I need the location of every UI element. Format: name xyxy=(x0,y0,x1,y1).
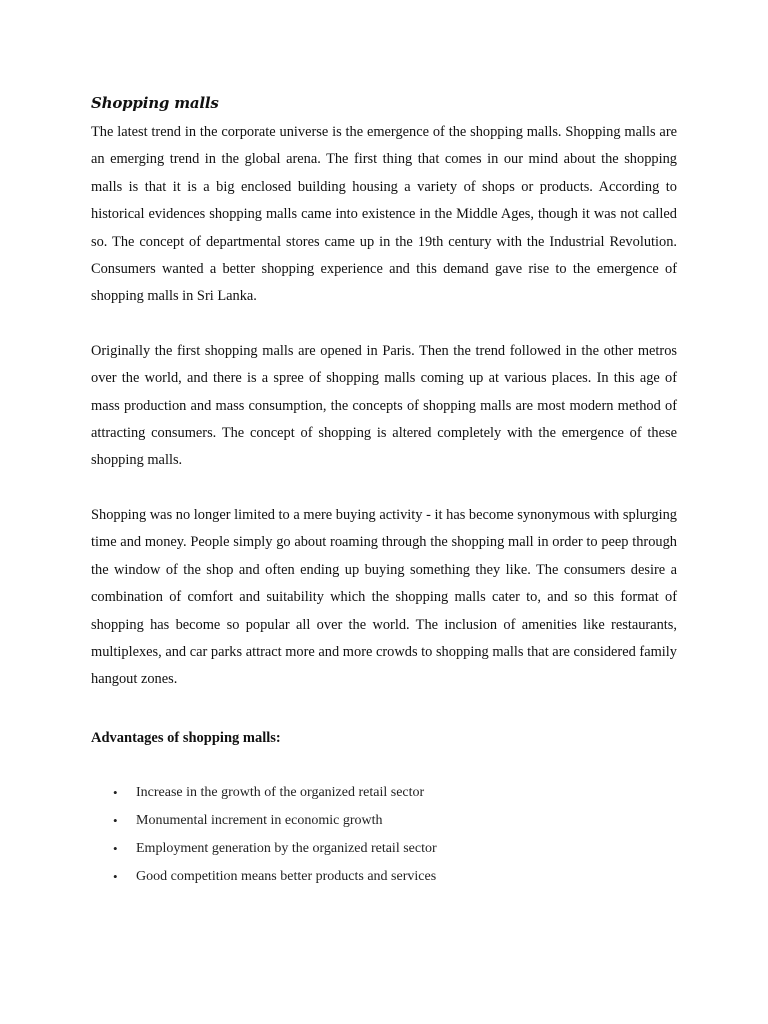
paragraph-line: about the shopping malls is that it is a big enclosed building housing a variety of shops or xyxy=(91,151,677,195)
bullet-icon: • xyxy=(113,784,118,800)
paragraph-line: like. The consumers desire a combination of comfort and suitability which the shopping xyxy=(91,561,677,606)
list-item-text: Monumental increment in economic growth xyxy=(136,812,383,828)
list-item xyxy=(91,863,677,891)
paragraph-line: The latest trend in the corporate universe is the emergence of the shopping malls. Shopping xyxy=(91,124,621,140)
paragraph-line: Shopping was no longer limited to a mere buying activity - it has become synonymous with xyxy=(91,506,620,523)
paragraph-line: malls cater to, and so this format of shopping has become so popular all over the world. The xyxy=(91,589,677,633)
paragraph-line: completely with the emergence of these shopping malls. xyxy=(91,425,678,469)
document-body xyxy=(91,92,677,891)
bullet-icon: • xyxy=(113,840,118,856)
paragraph-1 xyxy=(91,119,677,311)
paragraph-line: malls are an emerging trend in the global arena. The first thing that comes in our mind xyxy=(91,124,677,168)
list-item-text: Increase in the growth of the organized retail sector xyxy=(136,784,425,800)
paragraph-line: splurging time and money. People simply go about roaming through the shopping mall in xyxy=(91,506,677,551)
paragraph-line: experience and this demand gave rise to the emergence of shopping malls in Sri Lanka. xyxy=(91,261,677,305)
list-item-text: Employment generation by the organized retail sector xyxy=(136,840,437,856)
paragraph-line: inclusion of amenities like restaurants, multiplexes, and car parks attract more and more xyxy=(91,616,677,660)
paragraph-line: Middle Ages, though it was not called so. The concept of departmental stores came up in the xyxy=(91,206,677,250)
paragraph-line: Originally the first shopping malls are opened in Paris. Then the trend followed in the other xyxy=(91,342,634,359)
list-item xyxy=(91,779,677,807)
paragraph-line: In this age of mass production and mass consumption, the concepts of shopping malls are xyxy=(91,370,678,414)
bullet-icon: • xyxy=(113,812,118,828)
list-item-text: Good competition means better products and services xyxy=(136,868,437,884)
list-item xyxy=(91,835,677,863)
paragraph-line: products. According to historical evidences shopping malls came into existence in the xyxy=(91,178,677,223)
document-heading: Shopping malls xyxy=(91,94,219,112)
paragraph-3 xyxy=(91,502,677,694)
advantages-heading: Advantages of shopping malls: xyxy=(91,729,281,746)
paragraph-line: order to peep through the window of the shop and often ending up buying something they xyxy=(91,534,677,578)
paragraph-2 xyxy=(91,338,677,475)
advantages-list xyxy=(91,779,677,891)
paragraph-line: 19th century with the Industrial Revolution. Consumers wanted a better shopping xyxy=(91,233,677,278)
bullet-icon: • xyxy=(113,868,118,884)
paragraph-line: metros over the world, and there is a spree of shopping malls coming up at various places. xyxy=(91,342,677,387)
paragraph-line: most modern method of attracting consumers. The concept of shopping is altered xyxy=(91,397,677,442)
paragraph-line: crowds to shopping malls that are considered family hangout zones. xyxy=(91,643,677,688)
list-item xyxy=(91,807,677,835)
